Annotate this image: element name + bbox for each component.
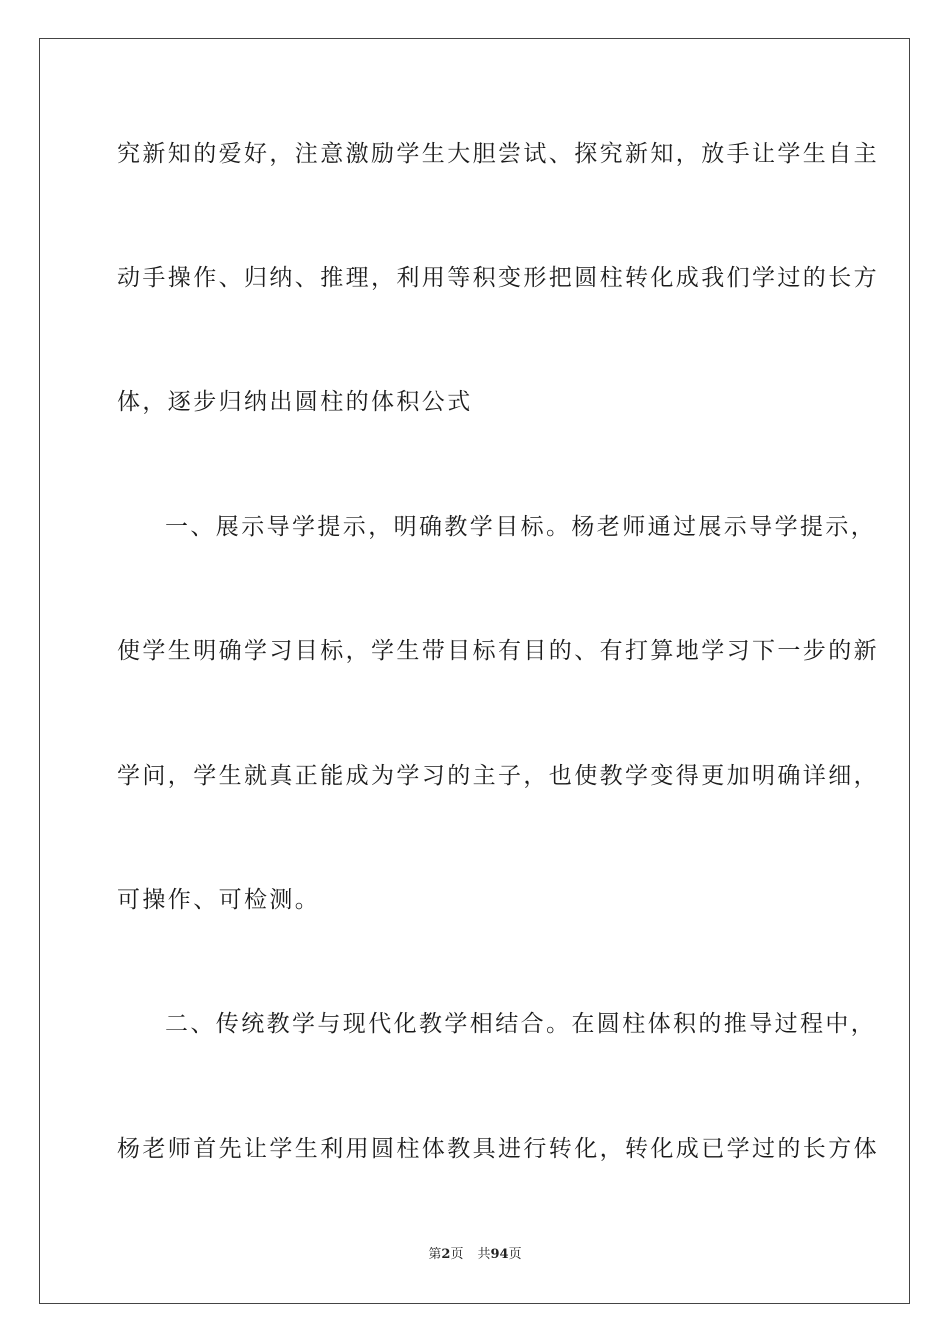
total-pages-label: 共94页 — [477, 1247, 522, 1262]
page-label: 第2页 — [428, 1247, 464, 1262]
body-line-2: 动手操作、归纳、推理，利用等积变形把圆柱转化成我们学过的长方 — [117, 265, 879, 291]
paragraph-1-line-4: 可操作、可检测。 — [117, 887, 321, 913]
body-line-1: 究新知的爱好，注意激励学生大胆尝试、探究新知，放手让学生自主 — [117, 141, 879, 167]
paragraph-1-line-2: 使学生明确学习目标，学生带目标有目的、有打算地学习下一步的新 — [117, 638, 879, 664]
paragraph-1-line-3: 学问，学生就真正能成为学习的主子，也使教学变得更加明确详细， — [117, 763, 879, 789]
paragraph-2-line-1: 二、传统教学与现代化教学相结合。在圆柱体积的推导过程中， — [165, 1011, 877, 1037]
page-border — [39, 38, 910, 1304]
paragraph-1-line-1: 一、展示导学提示，明确教学目标。杨老师通过展示导学提示， — [165, 514, 877, 540]
body-line-3: 体，逐步归纳出圆柱的体积公式 — [117, 389, 473, 415]
paragraph-2-line-2: 杨老师首先让学生利用圆柱体教具进行转化，转化成已学过的长方体 — [117, 1136, 879, 1162]
page-footer — [0, 1246, 950, 1264]
